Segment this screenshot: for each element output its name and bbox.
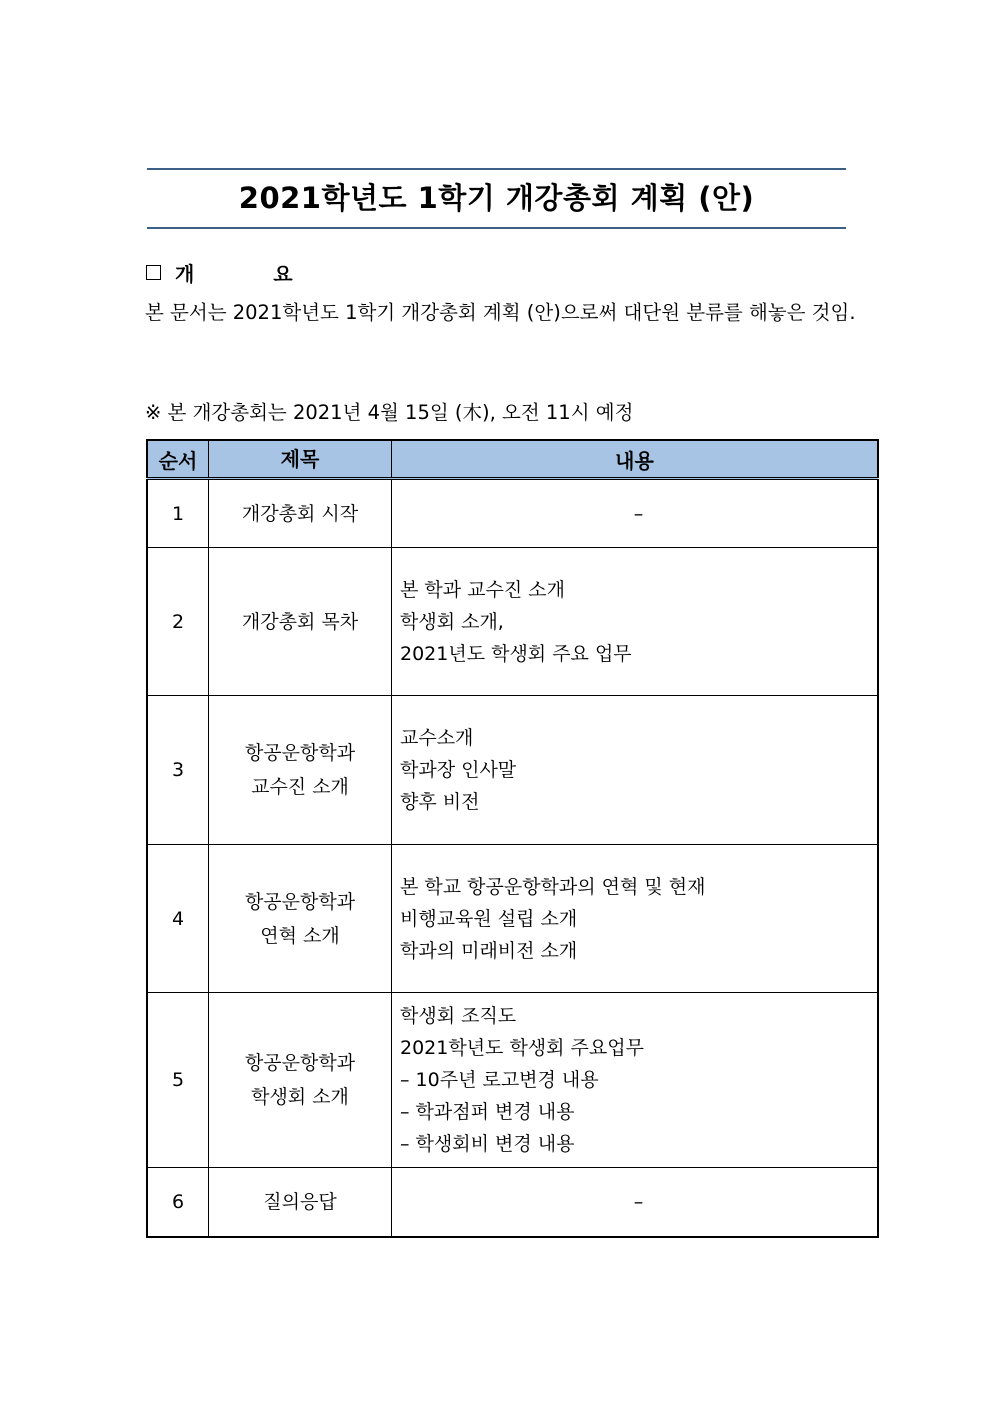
row-content-line: 향후 비전 (400, 791, 480, 813)
row-title-line: 항공운항학과 (244, 742, 356, 764)
row-content (392, 696, 879, 845)
row-title-line: 항공운항학과 (244, 890, 356, 913)
row-number: 2 (147, 548, 209, 696)
checkbox-square-icon (146, 265, 161, 280)
row-content-line: – 학과점퍼 변경 내용 (400, 1101, 575, 1123)
table-row (147, 993, 878, 1168)
row-title-line: 질의응답 (263, 1190, 337, 1213)
row-content-line: – 학생회비 변경 내용 (400, 1133, 575, 1155)
row-content-line: 학과장 인사말 (400, 759, 517, 781)
section-heading-text: 개 요 (175, 262, 329, 286)
row-content-line: 학생회 소개, (400, 610, 504, 633)
title-rule-bottom (147, 227, 846, 229)
row-title-line: 항공운항학과 (244, 1052, 356, 1074)
row-title (209, 696, 392, 845)
row-content-line: 본 학과 교수진 소개 (400, 578, 565, 601)
row-content-line: 2021년도 학생회 주요 업무 (400, 642, 632, 665)
row-content (392, 845, 879, 993)
document-title: 2021학년도 1학기 개강총회 계획 (안) (238, 181, 755, 215)
row-content (392, 993, 879, 1168)
row-content (392, 548, 879, 696)
row-number: 6 (147, 1168, 209, 1237)
row-title-line: 교수진 소개 (251, 776, 349, 798)
row-title-line: 연혁 소개 (260, 924, 340, 947)
table-row (147, 696, 878, 845)
row-number: 3 (147, 696, 209, 845)
agenda-table (146, 439, 879, 1238)
row-content (392, 479, 879, 548)
intro-paragraph: 본 문서는 2021학년도 1학기 개강총회 계획 (안)으로써 대단원 분류를 해놓은 것임. (145, 301, 856, 324)
row-title (209, 548, 392, 696)
section-heading (146, 258, 329, 287)
table-row (147, 548, 878, 696)
header-content: 내용 (392, 440, 879, 479)
row-content-line: – 10주년 로고변경 내용 (400, 1069, 599, 1091)
row-content-line: 교수소개 (400, 727, 474, 749)
row-title (209, 1168, 392, 1237)
row-number: 5 (147, 993, 209, 1168)
row-content-line: – (633, 502, 644, 525)
row-content-line: 학과의 미래비전 소개 (400, 939, 578, 962)
row-content-line: – (633, 1190, 644, 1213)
row-content (392, 1168, 879, 1237)
row-title (209, 845, 392, 993)
header-title: 제목 (209, 440, 392, 479)
table-header-row (147, 440, 878, 479)
row-title (209, 479, 392, 548)
row-title-line: 개강총회 목차 (241, 610, 359, 633)
row-title-line: 학생회 소개 (251, 1086, 349, 1108)
header-order: 순서 (147, 440, 209, 479)
title-block (147, 168, 846, 229)
row-title-line: 개강총회 시작 (241, 502, 359, 525)
table-row (147, 479, 878, 548)
row-content-line: 학생회 조직도 (400, 1005, 517, 1027)
table-row (147, 1168, 878, 1237)
row-content-line: 비행교육원 설립 소개 (400, 907, 578, 930)
schedule-note: ※ 본 개강총회는 2021년 4월 15일 (木), 오전 11시 예정 (145, 401, 634, 424)
row-number: 4 (147, 845, 209, 993)
row-content-line: 2021학년도 학생회 주요업무 (400, 1037, 644, 1059)
row-number: 1 (147, 479, 209, 548)
table-row (147, 845, 878, 993)
row-content-line: 본 학교 항공운항학과의 연혁 및 현재 (400, 875, 706, 898)
row-title (209, 993, 392, 1168)
